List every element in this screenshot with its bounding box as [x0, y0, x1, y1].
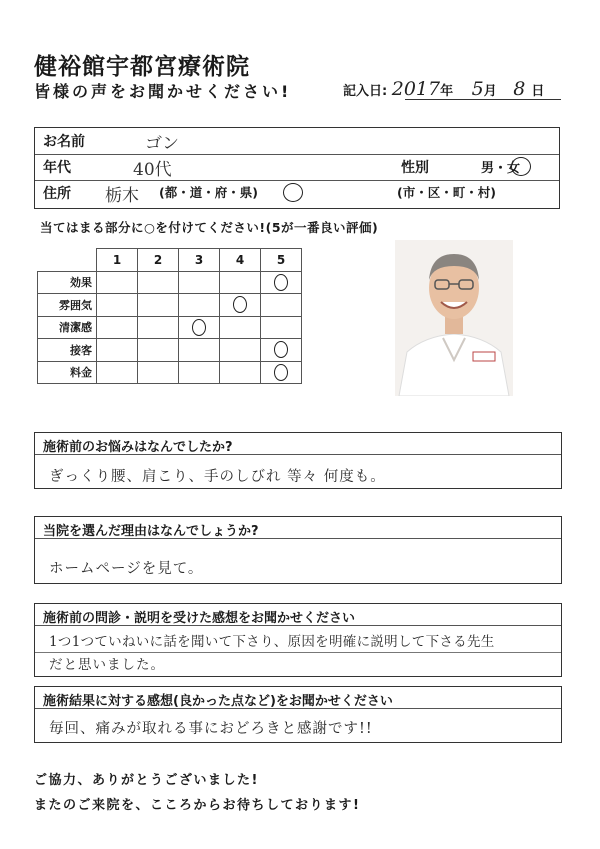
rating-row-service: [38, 339, 302, 362]
date-month: 5: [471, 78, 484, 100]
rating-row-cleanliness: [38, 316, 302, 339]
rating-cell: [97, 361, 138, 384]
date-day: 8: [513, 78, 526, 100]
rating-cell: [97, 294, 138, 317]
city-options: (市・区・町・村): [397, 185, 496, 200]
prefecture-options: (都・道・府・県): [159, 185, 258, 200]
form-subtitle: 皆様の声をお聞かせください!: [34, 82, 292, 101]
age-value: 40代: [133, 160, 172, 180]
entry-date: [343, 78, 544, 100]
gender-label: 性別: [401, 160, 429, 176]
date-underline: [405, 99, 561, 100]
rating-col-1: 1: [97, 249, 138, 272]
question-label: 施術前のお悩みはなんでしたか?: [35, 433, 561, 455]
rating-cell: [179, 316, 220, 339]
closing-line-1: ご協力、ありがとうございました!: [34, 773, 259, 788]
question-box-4: [34, 686, 562, 743]
practitioner-photo: [395, 240, 513, 396]
rating-cell: [97, 271, 138, 294]
rating-cell: [261, 316, 302, 339]
rating-col-3: 3: [179, 249, 220, 272]
address-row: [35, 180, 559, 206]
age-label: 年代: [43, 160, 71, 176]
rating-cell: [261, 271, 302, 294]
answer-text: 毎回、痛みが取れる事におどろきと感謝です!!: [49, 721, 373, 737]
date-year-unit: 年: [440, 84, 454, 99]
question-label: 当院を選んだ理由はなんでしょうか?: [35, 517, 561, 539]
rating-cell: [220, 271, 261, 294]
question-box-1: [34, 432, 562, 489]
answer-text: 1つ1つていねいに話を聞いて下さり、原因を明確に説明して下さる先生: [49, 634, 495, 650]
rating-cell: [220, 316, 261, 339]
closing-line-2: またのご来院を、こころからお待ちしております!: [34, 798, 361, 813]
selected-circle-mark: [274, 364, 288, 381]
selected-circle-mark: [233, 296, 247, 313]
rating-cell: [179, 361, 220, 384]
address-value: 栃木: [105, 186, 139, 206]
rating-cell: [179, 339, 220, 362]
answer-text: だと思いました。: [49, 657, 165, 673]
rating-row-label: 雰囲気: [38, 294, 97, 317]
answer-text: ホームページを見て。: [49, 561, 204, 577]
rating-row-effect: [38, 271, 302, 294]
name-row: [35, 128, 559, 155]
rating-col-2: 2: [138, 249, 179, 272]
question-label: 施術結果に対する感想(良かった点など)をお聞かせください: [35, 687, 561, 709]
rating-row-atmosphere: [38, 294, 302, 317]
date-label: 記入日:: [343, 84, 388, 99]
date-day-unit: 日: [531, 84, 545, 99]
selected-circle-mark: [192, 319, 206, 336]
rating-row-label: 接客: [38, 339, 97, 362]
rating-cell: [179, 294, 220, 317]
rating-corner: [38, 249, 97, 272]
answer-text: ぎっくり腰、肩こり、手のしびれ 等々 何度も。: [49, 469, 386, 485]
rating-col-5: 5: [261, 249, 302, 272]
rating-cell: [220, 339, 261, 362]
rating-cell: [220, 361, 261, 384]
question-label: 施術前の問診・説明を受けた感想をお聞かせください: [35, 604, 561, 626]
rating-prompt: 当てはまる部分に○を付けてください!(5が一番良い評価): [40, 220, 379, 235]
question-box-3: [34, 603, 562, 677]
rating-row-label: 清潔感: [38, 316, 97, 339]
gender-options: 男・女: [481, 161, 521, 176]
rating-cell: [138, 361, 179, 384]
question-box-2: [34, 516, 562, 584]
rating-table: [37, 248, 302, 384]
rating-cell: [179, 271, 220, 294]
rating-cell: [138, 316, 179, 339]
rating-cell: [138, 294, 179, 317]
rating-cell: [97, 316, 138, 339]
rating-cell: [261, 361, 302, 384]
date-year: 2017: [391, 78, 441, 100]
rating-col-4: 4: [220, 249, 261, 272]
rating-cell: [261, 339, 302, 362]
selected-circle-mark: [274, 274, 288, 291]
clinic-title: 健裕館宇都宮療術院: [34, 54, 250, 80]
age-row: [35, 154, 559, 181]
rating-cell: [138, 271, 179, 294]
rating-row-label: 効果: [38, 271, 97, 294]
rating-cell: [220, 294, 261, 317]
rating-row-price: [38, 361, 302, 384]
name-label: お名前: [43, 134, 85, 150]
gender-selected-circle: [511, 157, 531, 176]
personal-info-box: [34, 127, 560, 209]
selected-circle-mark: [274, 341, 288, 358]
rating-cell: [261, 294, 302, 317]
address-label: 住所: [43, 186, 71, 202]
rating-cell: [138, 339, 179, 362]
closing-message: [34, 768, 360, 818]
date-month-unit: 月: [483, 84, 497, 99]
prefecture-selected-circle: [283, 183, 303, 202]
rating-header-row: [38, 249, 302, 272]
rating-cell: [97, 339, 138, 362]
rating-row-label: 料金: [38, 361, 97, 384]
name-value: ゴン: [145, 134, 179, 154]
